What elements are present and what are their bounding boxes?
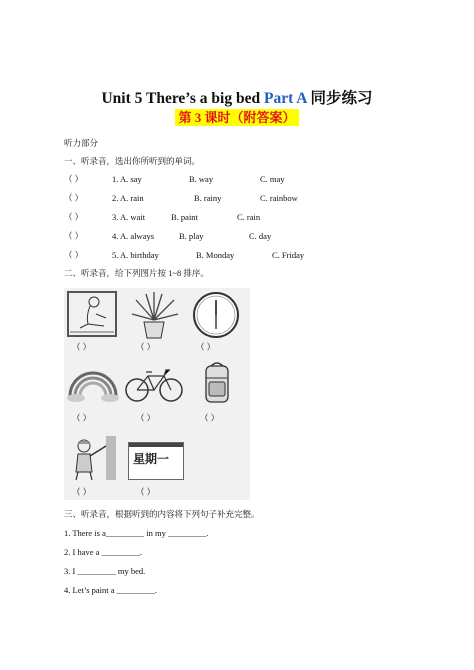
potted-plant-icon [126, 290, 182, 340]
fill-sentence[interactable]: 3. I _________ my bed. [64, 566, 146, 576]
question-row [64, 250, 305, 261]
option-b: B. Monday [196, 250, 235, 260]
fill-sentence[interactable]: 4. Let’s paint a _________. [64, 585, 158, 595]
question-row [64, 212, 261, 223]
bicycle-icon [124, 364, 184, 404]
option-b: B. paint [171, 212, 198, 222]
section2-instruction: 二、听录音，给下列图片按 1~8 排序。 [64, 268, 209, 278]
fill-sentence[interactable]: 1. There is a_________ in my _________. [64, 528, 209, 538]
order-blank[interactable]: （ ） [136, 487, 156, 497]
answer-bracket[interactable]: （ ） [64, 250, 84, 260]
order-blank[interactable]: （ ） [136, 342, 156, 352]
option-a: 2. A. rain [112, 193, 144, 203]
clock-icon [190, 290, 242, 340]
answer-bracket[interactable]: （ ） [64, 212, 84, 222]
answer-bracket[interactable]: （ ） [64, 193, 84, 203]
section1-instruction: 一、听录音，选出你所听到的单词。 [64, 156, 201, 166]
boy-painting-icon [66, 432, 122, 482]
order-blank[interactable]: （ ） [72, 342, 92, 352]
order-blank[interactable]: （ ） [72, 487, 92, 497]
option-b: B. way [189, 174, 214, 184]
lesson-label: 第 3 课时（附答案） [175, 109, 298, 126]
option-c: C. rainbow [260, 193, 298, 203]
order-blank[interactable]: （ ） [72, 413, 92, 423]
answer-bracket[interactable]: （ ） [64, 174, 84, 184]
option-a: 1. A. say [112, 174, 142, 184]
lesson-label-wrap [0, 109, 474, 127]
question-row [64, 174, 285, 185]
option-b: B. play [179, 231, 204, 241]
option-c: C. may [260, 174, 285, 184]
calendar-monday-icon [128, 442, 184, 480]
option-b: B. rainy [194, 193, 222, 203]
section3-instruction: 三、听录音，根据听到的内容将下列句子补充完整。 [64, 509, 260, 519]
order-blank[interactable]: （ ） [200, 413, 220, 423]
option-a: 5. A. birthday [112, 250, 159, 260]
order-blank[interactable]: （ ） [196, 342, 216, 352]
option-a: 3. A. wait [112, 212, 146, 222]
rainbow-icon [66, 360, 120, 404]
option-c: C. Friday [272, 250, 305, 260]
girl-reading-icon [66, 290, 118, 340]
calendar-label: 星期一 [133, 452, 170, 466]
title-main: Unit 5 There’s a big bed [101, 90, 264, 107]
backpack-icon [200, 360, 234, 406]
question-row [64, 193, 298, 204]
title-suffix: 同步练习 [306, 90, 373, 107]
title-highlight: Part A [263, 90, 307, 107]
order-blank[interactable]: （ ） [136, 413, 156, 423]
listening-heading: 听力部分 [64, 138, 99, 148]
page-title [0, 86, 474, 108]
option-c: C. rain [237, 212, 261, 222]
answer-bracket[interactable]: （ ） [64, 231, 84, 241]
question-row [64, 231, 272, 242]
option-c: C. day [249, 231, 272, 241]
option-a: 4. A. always [112, 231, 155, 241]
calendar-header-bar [129, 443, 183, 447]
fill-sentence[interactable]: 2. I have a _________. [64, 547, 142, 557]
